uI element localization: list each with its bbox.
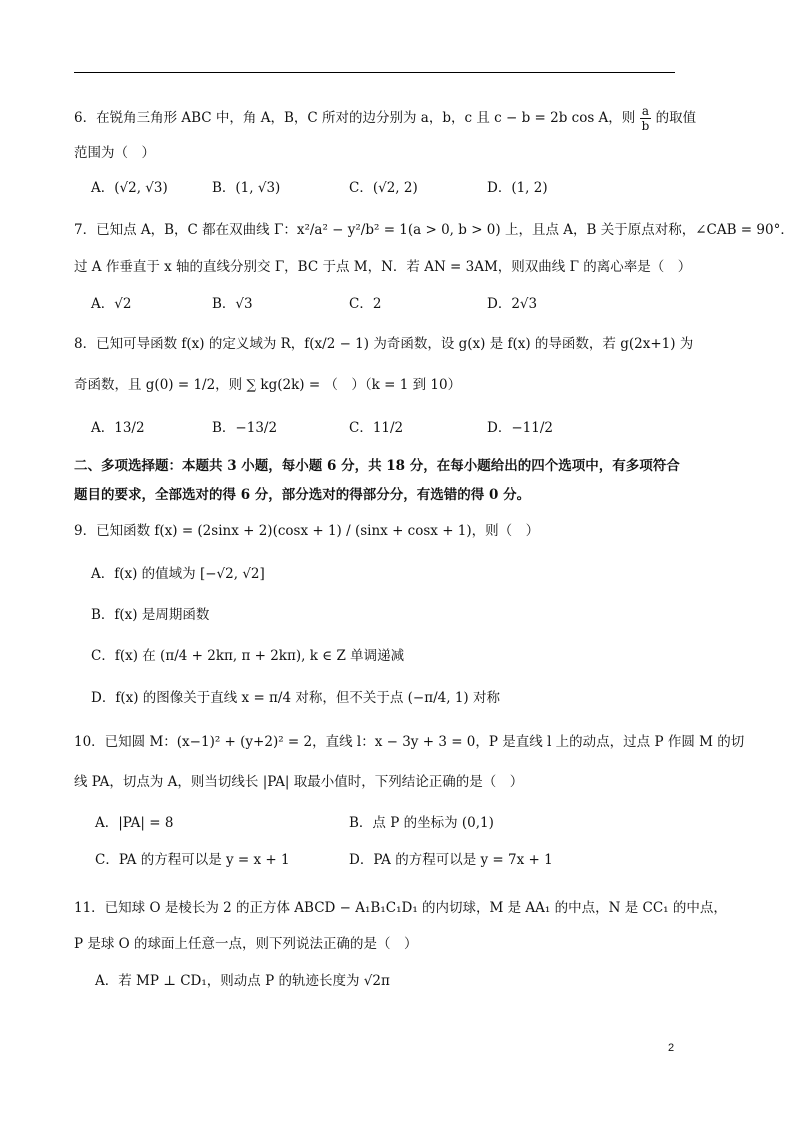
q8-line1: 8．已知可导函数 f(x) 的定义域为 R，f(x/2 − 1) 为奇函数，设 g(x) 是 f(x) 的导函数，若 g(2x+1) 为 [74,336,694,352]
q11-option-a: A．若 MP ⊥ CD₁，则动点 P 的轨迹长度为 √2π [95,973,390,989]
section2-heading-cont: 题目的要求，全部选对的得 6 分，部分选对的得部分分，有选错的得 0 分。 [74,487,531,503]
q9-option-a: A．f(x) 的值域为 [−√2, √2] [91,566,265,582]
q10-line2: 线 PA，切点为 A，则当切线长 |PA| 取最小值时，下列结论正确的是（ ） [74,774,524,790]
q7-line2: 过 A 作垂直于 x 轴的直线分别交 Γ，BC 于点 M，N．若 AN = 3AM，则双曲线 Γ 的离心率是（ ） [74,259,692,275]
q7-option-a: A．√2 [91,296,132,312]
q8-line2: 奇函数，且 g(0) = 1/2，则 ∑ kg(2k) = （ ）（k = 1 到 10） [74,377,462,393]
q11-line1: 11．已知球 O 是棱长为 2 的正方体 ABCD − A₁B₁C₁D₁ 的内切球，M 是 AA₁ 的中点，N 是 CC₁ 的中点， [74,900,727,916]
q7-option-c: C．2 [349,296,382,312]
q9-option-b: B．f(x) 是周期函数 [91,607,210,623]
q9-stem: 9．已知函数 f(x) = (2sinx + 2)(cosx + 1) / (sinx + cosx + 1)，则（ ） [74,523,540,539]
q9-option-d: D．f(x) 的图像关于直线 x = π/4 对称，但不关于点 (−π/4, 1) 对称 [91,690,500,706]
q6-stem: 6．在锐角三角形 ABC 中，角 A，B，C 所对的边分别为 a，b，c 且 c − b = 2b cos A，则 $\frac{a}{b}$ 的取值 [74,104,697,133]
q6-stem-cont: 范围为（ ） [74,145,155,161]
header-rule [74,72,675,73]
q9-option-c: C．f(x) 在 (π/4 + 2kπ, π + 2kπ), k ∈ Z 单调递减 [91,648,405,664]
q7-option-b: B．√3 [212,296,253,312]
q8-option-b: B．−13/2 [212,420,278,436]
q10-option-d: D．PA 的方程可以是 y = 7x + 1 [349,852,553,868]
page-number: 2 [668,1042,675,1054]
q8-option-a: A．13/2 [91,420,145,436]
q6-option-c: C．(√2, 2) [349,180,418,196]
q6-option-d: D．(1, 2) [487,180,548,196]
q10-line1: 10．已知圆 M：(x−1)² + (y+2)² = 2，直线 l：x − 3y + 3 = 0，P 是直线 l 上的动点，过点 P 作圆 M 的切 [74,734,745,750]
q8-option-d: D．−11/2 [487,420,553,436]
q11-line2: P 是球 O 的球面上任意一点，则下列说法正确的是（ ） [74,936,418,952]
q6-fraction: $\frac{a}{b}$ [641,104,650,133]
section2-heading: 二、多项选择题：本题共 3 小题，每小题 6 分，共 18 分，在每小题给出的四个选项中，有多项符合 [74,458,680,474]
q10-option-c: C．PA 的方程可以是 y = x + 1 [95,852,290,868]
q10-option-b: B．点 P 的坐标为 (0,1) [349,815,494,831]
q6-option-a: A．(√2, √3) [91,180,168,196]
q7-option-d: D．2√3 [487,296,538,312]
q8-option-c: C．11/2 [349,420,404,436]
q7-line1: 7．已知点 A，B，C 都在双曲线 Γ：x²/a² − y²/b² = 1(a > 0, b > 0) 上，且点 A，B 关于原点对称，∠CAB = 90°． [74,222,794,238]
q10-option-a: A．|PA| = 8 [95,815,174,831]
q6-option-b: B．(1, √3) [212,180,281,196]
